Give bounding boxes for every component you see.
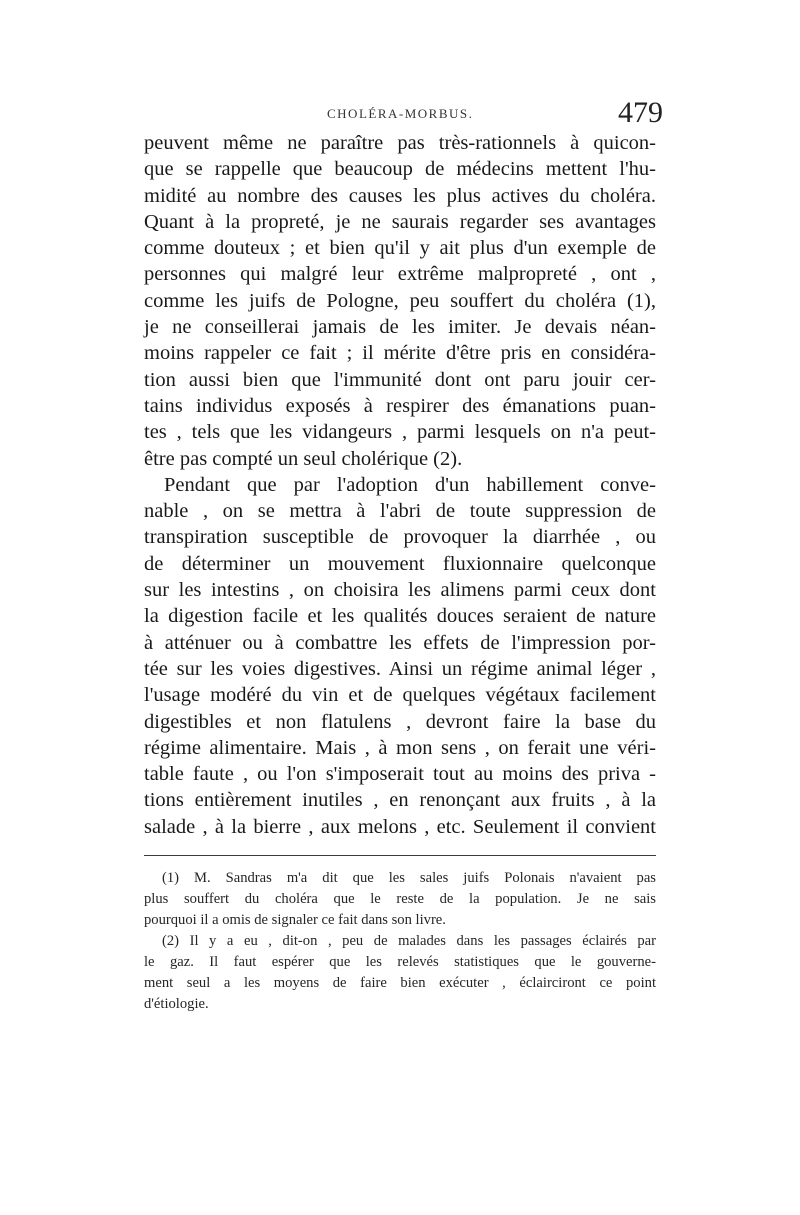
body-text (144, 130, 656, 840)
footnote-line: plus souffert du choléra que le reste de la population. Je ne sais (144, 891, 656, 907)
text-line: comme douteux ; et bien qu'il y ait plus d'un exemple de (144, 237, 656, 260)
text-line: tes , tels que les vidangeurs , parmi lesquels on n'a peut- (144, 421, 656, 444)
text-line: tion aussi bien que l'immunité dont ont paru jouir cer- (144, 368, 656, 391)
page-number: 479 (618, 96, 663, 129)
text-line: que se rappelle que beaucoup de médecins mettent l'hu- (144, 158, 656, 181)
text-line: être pas compté un seul cholérique (2). (144, 447, 463, 470)
footnote-divider (144, 855, 656, 856)
text-line: transpiration susceptible de provoquer la diarrhée , ou (144, 526, 656, 549)
text-line: personnes qui malgré leur extrême malpropreté , ont , (144, 263, 656, 286)
text-line: Quant à la propreté, je ne saurais regarder ses avantages (144, 210, 656, 233)
footnote-line: d'étiologie. (144, 996, 209, 1012)
text-line: à atténuer ou à combattre les effets de l'impression por- (144, 631, 656, 654)
text-line: sur les intestins , on choisira les alimens parmi ceux dont (144, 579, 656, 602)
footnotes (144, 868, 656, 1015)
footnote-line: pourquoi il a omis de signaler ce fait dans son livre. (144, 912, 446, 928)
footnote-line: le gaz. Il faut espérer que les relevés statistiques que le gouverne- (144, 954, 656, 970)
text-line: nable , on se mettra à l'abri de toute suppression de (144, 500, 656, 523)
text-line: table faute , ou l'on s'imposerait tout au moins des priva - (144, 763, 656, 786)
text-line: tions entièrement inutiles , en renonçant aux fruits , à la (144, 789, 656, 812)
text-line: tée sur les voies digestives. Ainsi un régime animal léger , (144, 657, 656, 680)
text-line: peuvent même ne paraître pas très-rationnels à quicon- (144, 132, 656, 154)
text-line: comme les juifs de Pologne, peu souffert du choléra (1), (144, 289, 656, 312)
running-title: CHOLÉRA-MORBUS. (327, 106, 474, 121)
text-line: digestibles et non flatulens , devront faire la base du (144, 710, 656, 733)
text-line: l'usage modéré du vin et de quelques végétaux facilement (144, 684, 656, 707)
text-line: tains individus exposés à respirer des émanations puan- (144, 394, 656, 417)
text-line: moins rappeler ce fait ; il mérite d'être pris en considéra- (144, 342, 656, 365)
text-line: la digestion facile et les qualités douces seraient de nature (144, 605, 656, 628)
running-head (0, 96, 800, 132)
footnote-line: (2) Il y a eu , dit-on , peu de malades dans les passages éclairés par (162, 933, 656, 949)
footnote-line: ment seul a les moyens de faire bien exécuter , éclairciront ce point (144, 975, 656, 991)
text-line: salade , à la bierre , aux melons , etc. Seulement il convient (144, 815, 656, 838)
text-line: midité au nombre des causes les plus actives du choléra. (144, 184, 656, 207)
text-line: de déterminer un mouvement fluxionnaire quelconque (144, 552, 656, 575)
footnote-line: (1) M. Sandras m'a dit que les sales juifs Polonais n'avaient pas (162, 870, 656, 886)
text-line: Pendant que par l'adoption d'un habillement conve- (164, 473, 656, 496)
text-line: régime alimentaire. Mais , à mon sens , on ferait une véri- (144, 736, 656, 759)
text-line: je ne conseillerai jamais de les imiter. Je devais néan- (144, 316, 656, 339)
